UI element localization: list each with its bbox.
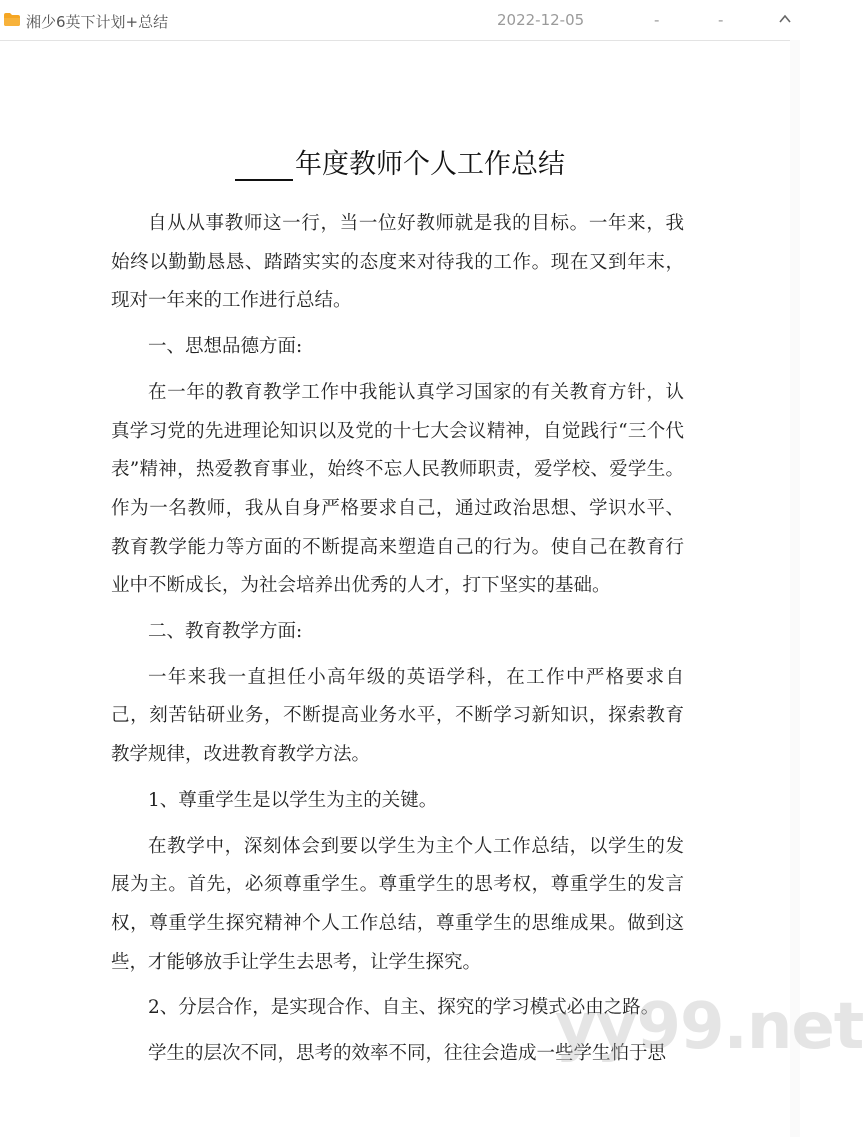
meta-placeholder-2: -: [718, 11, 724, 29]
paragraph-ideology: 在一年的教育教学工作中我能认真学习国家的有关教育方针，认真学习党的先进理论知识以及党的十七大会议精神，自觉践行“三个代表”精神，热爱教育事业，始终不忘人民教师职责，爱学校、爱学生。作为一名教师，我从自身严格要求自己，通过政治思想、学识水平、教育教学能力等方面的不断提高来塑造自己的行为。使自己在教育行业中不断成长，为社会培养出优秀的人才，打下坚实的基础。: [111, 381, 684, 597]
subheading-respect: 1、尊重学生是以学生为主的关键。: [148, 789, 438, 811]
paragraph-cooperation: 学生的层次不同，思考的效率不同，往往会造成一些学生怕于思: [148, 1043, 667, 1065]
file-date: 2022-12-05: [497, 11, 585, 29]
document-body: [111, 205, 684, 1081]
heading-ideology: 一、思想品德方面:: [148, 336, 303, 358]
paragraph-teaching: 一年来我一直担任小高年级的英语学科，在工作中严格要求自己，刻苦钻研业务，不断提高业务水平，不断学习新知识，探索教育教学规律，改进教育教学方法。: [111, 666, 684, 766]
title-blank-line: [235, 151, 293, 181]
scroll-up-arrow-icon[interactable]: [779, 14, 791, 24]
meta-placeholder-1: -: [654, 11, 660, 29]
paragraph-respect: 在教学中，深刻体会到要以学生为主个人工作总结，以学生的发展为主。首先，必须尊重学生。尊重学生的思考权，尊重学生的发言权，尊重学生探究精神个人工作总结，尊重学生的思维成果。做到这些，才能够放手让学生去思考，让学生探究。: [111, 835, 684, 973]
file-title[interactable]: 湘少6英下计划+总结: [26, 13, 169, 31]
document-title-text: 年度教师个人工作总结: [295, 149, 565, 180]
document-title: [0, 142, 800, 181]
viewer-top-bar: [0, 0, 800, 41]
paragraph-intro: 自从从事教师这一行，当一位好教师就是我的目标。一年来，我始终以勤勤恳恳、踏踏实实的态度来对待我的工作。现在又到年末，现对一年来的工作进行总结。: [111, 213, 684, 312]
heading-teaching: 二、教育教学方面:: [148, 621, 303, 643]
vertical-scrollbar[interactable]: [790, 40, 800, 1137]
subheading-cooperation: 2、分层合作，是实现合作、自主、探究的学习模式必由之路。: [148, 997, 660, 1019]
watermark: yy99.net: [555, 990, 863, 1064]
folder-icon: [4, 13, 20, 26]
